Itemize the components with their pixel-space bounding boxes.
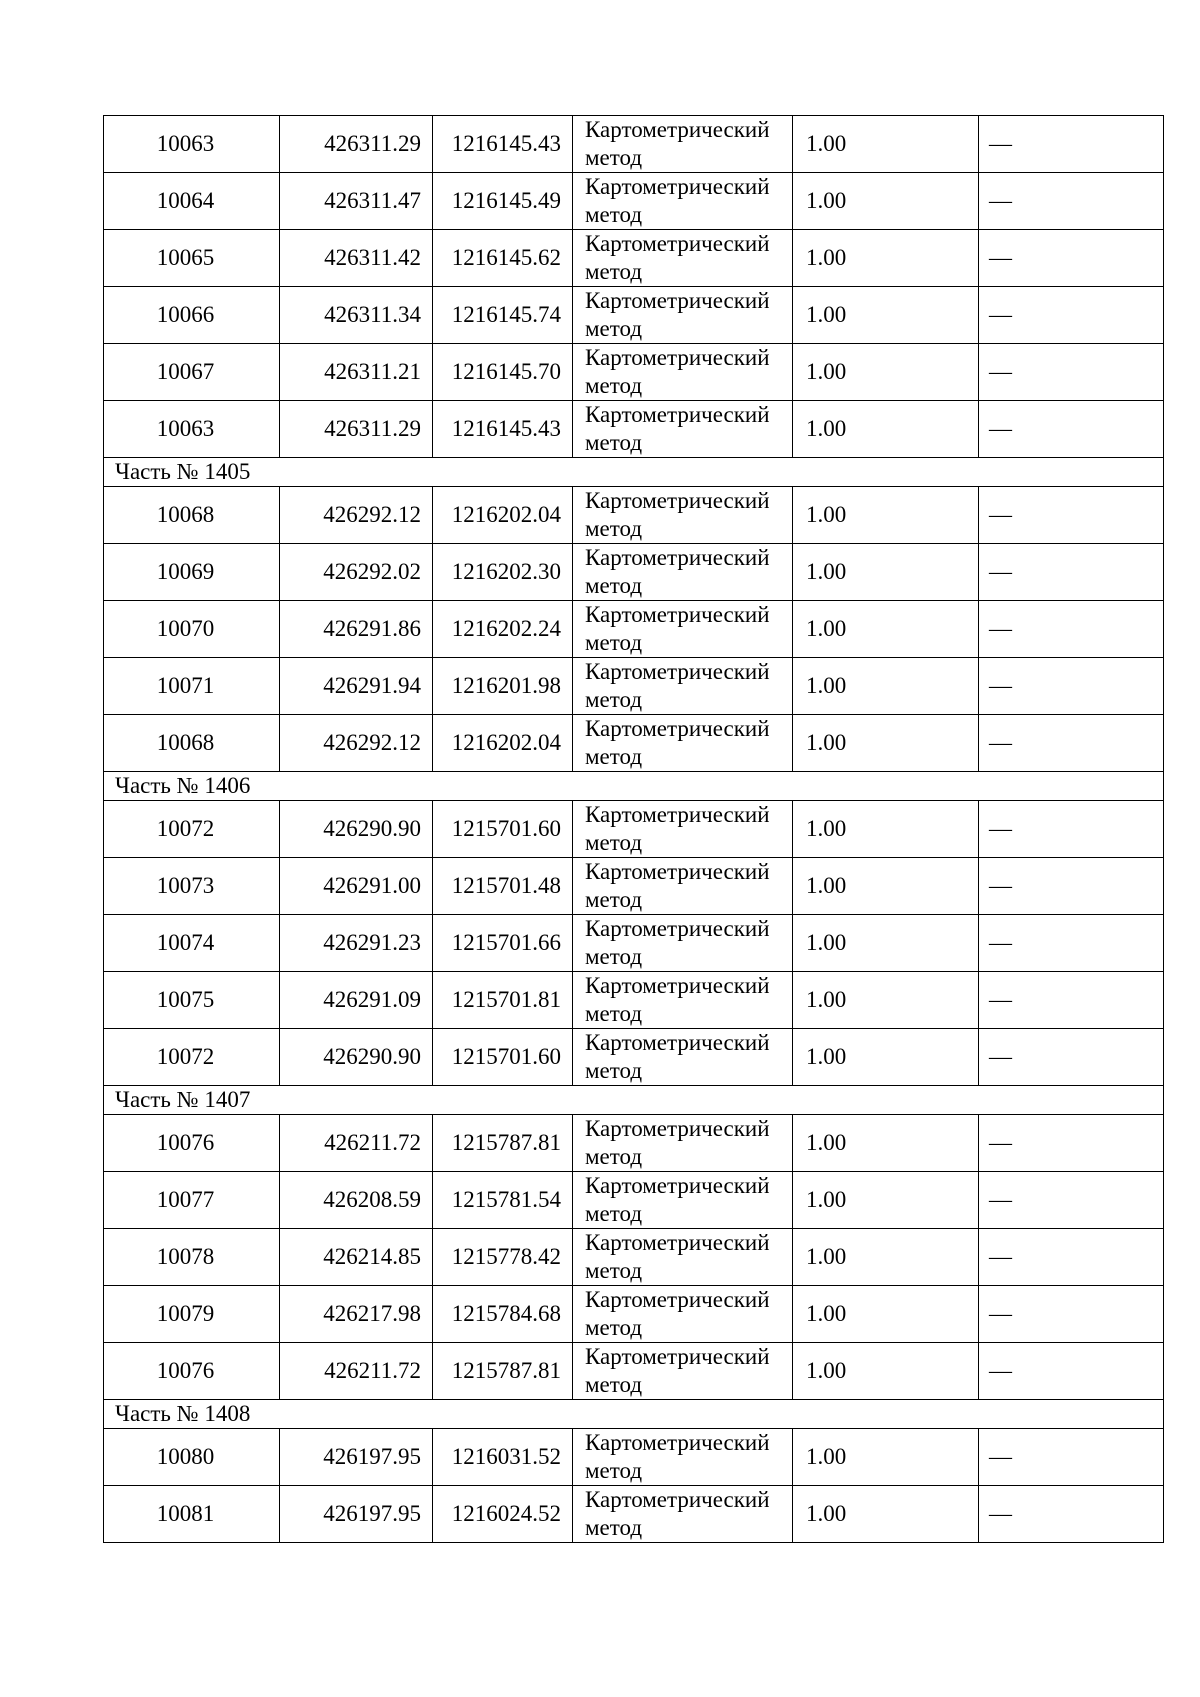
y-coordinate-cell: 1215781.54: [433, 1172, 573, 1229]
method-line-2: метод: [585, 630, 643, 655]
y-coordinate-cell: 1216031.52: [433, 1429, 573, 1486]
y-coordinate-cell: 1216145.62: [433, 230, 573, 287]
accuracy-cell: 1.00: [793, 1172, 979, 1229]
y-coordinate-cell: 1215701.66: [433, 915, 573, 972]
y-coordinate-cell: 1215784.68: [433, 1286, 573, 1343]
method-line-1: Картометрический: [585, 802, 770, 827]
table-row: [104, 1286, 1164, 1343]
method-line-1: Картометрический: [585, 117, 770, 142]
method-cell: [573, 915, 793, 972]
method-line-1: Картометрический: [585, 916, 770, 941]
table-row: [104, 858, 1164, 915]
accuracy-cell: 1.00: [793, 601, 979, 658]
method-line-2: метод: [585, 887, 643, 912]
description-cell: —: [979, 1029, 1164, 1086]
coordinates-table: [103, 115, 1164, 1543]
method-line-1: Картометрический: [585, 1230, 770, 1255]
x-coordinate-cell: 426291.09: [280, 972, 433, 1029]
description-cell: —: [979, 487, 1164, 544]
table-row: [104, 230, 1164, 287]
method-line-2: метод: [585, 145, 643, 170]
method-line-2: метод: [585, 202, 643, 227]
method-line-2: метод: [585, 687, 643, 712]
method-cell: [573, 601, 793, 658]
x-coordinate-cell: 426311.34: [280, 287, 433, 344]
accuracy-cell: 1.00: [793, 1115, 979, 1172]
method-cell: [573, 858, 793, 915]
description-cell: —: [979, 116, 1164, 173]
point-number-cell: 10067: [104, 344, 280, 401]
method-line-2: метод: [585, 1258, 643, 1283]
part-header-row: [104, 772, 1164, 801]
part-header-row: [104, 1400, 1164, 1429]
x-coordinate-cell: 426291.86: [280, 601, 433, 658]
y-coordinate-cell: 1216145.49: [433, 173, 573, 230]
method-cell: [573, 401, 793, 458]
method-cell: [573, 1029, 793, 1086]
method-line-1: Картометрический: [585, 488, 770, 513]
description-cell: —: [979, 1286, 1164, 1343]
accuracy-cell: 1.00: [793, 401, 979, 458]
description-cell: —: [979, 715, 1164, 772]
method-cell: [573, 230, 793, 287]
method-cell: [573, 1172, 793, 1229]
x-coordinate-cell: 426208.59: [280, 1172, 433, 1229]
point-number-cell: 10064: [104, 173, 280, 230]
y-coordinate-cell: 1216201.98: [433, 658, 573, 715]
description-cell: —: [979, 173, 1164, 230]
accuracy-cell: 1.00: [793, 915, 979, 972]
table-row: [104, 1229, 1164, 1286]
method-cell: [573, 1115, 793, 1172]
method-line-2: метод: [585, 944, 643, 969]
table-row: [104, 915, 1164, 972]
x-coordinate-cell: 426214.85: [280, 1229, 433, 1286]
y-coordinate-cell: 1215701.81: [433, 972, 573, 1029]
method-line-2: метод: [585, 1001, 643, 1026]
point-number-cell: 10079: [104, 1286, 280, 1343]
y-coordinate-cell: 1216145.43: [433, 401, 573, 458]
method-cell: [573, 801, 793, 858]
method-line-1: Картометрический: [585, 345, 770, 370]
method-line-2: метод: [585, 1058, 643, 1083]
method-line-1: Картометрический: [585, 174, 770, 199]
point-number-cell: 10071: [104, 658, 280, 715]
accuracy-cell: 1.00: [793, 658, 979, 715]
method-line-1: Картометрический: [585, 1344, 770, 1369]
table-row: [104, 801, 1164, 858]
table-row: [104, 401, 1164, 458]
x-coordinate-cell: 426292.12: [280, 487, 433, 544]
x-coordinate-cell: 426291.94: [280, 658, 433, 715]
method-line-1: Картометрический: [585, 716, 770, 741]
table-row: [104, 1343, 1164, 1400]
method-cell: [573, 1343, 793, 1400]
x-coordinate-cell: 426311.42: [280, 230, 433, 287]
y-coordinate-cell: 1215701.60: [433, 1029, 573, 1086]
y-coordinate-cell: 1216202.30: [433, 544, 573, 601]
x-coordinate-cell: 426291.23: [280, 915, 433, 972]
description-cell: —: [979, 287, 1164, 344]
point-number-cell: 10068: [104, 487, 280, 544]
point-number-cell: 10063: [104, 116, 280, 173]
table-row: [104, 1172, 1164, 1229]
method-line-2: метод: [585, 1144, 643, 1169]
x-coordinate-cell: 426290.90: [280, 801, 433, 858]
method-line-2: метод: [585, 516, 643, 541]
accuracy-cell: 1.00: [793, 116, 979, 173]
method-line-1: Картометрический: [585, 1173, 770, 1198]
x-coordinate-cell: 426211.72: [280, 1343, 433, 1400]
point-number-cell: 10068: [104, 715, 280, 772]
accuracy-cell: 1.00: [793, 173, 979, 230]
method-cell: [573, 487, 793, 544]
description-cell: —: [979, 230, 1164, 287]
method-line-1: Картометрический: [585, 973, 770, 998]
accuracy-cell: 1.00: [793, 1229, 979, 1286]
method-line-2: метод: [585, 1315, 643, 1340]
x-coordinate-cell: 426292.12: [280, 715, 433, 772]
method-line-1: Картометрический: [585, 288, 770, 313]
description-cell: —: [979, 1486, 1164, 1543]
method-line-1: Картометрический: [585, 602, 770, 627]
accuracy-cell: 1.00: [793, 858, 979, 915]
method-line-2: метод: [585, 744, 643, 769]
accuracy-cell: 1.00: [793, 1486, 979, 1543]
method-cell: [573, 173, 793, 230]
point-number-cell: 10069: [104, 544, 280, 601]
accuracy-cell: 1.00: [793, 487, 979, 544]
method-line-2: метод: [585, 373, 643, 398]
table-row: [104, 1115, 1164, 1172]
method-line-2: метод: [585, 1201, 643, 1226]
description-cell: —: [979, 972, 1164, 1029]
part-header-row: [104, 458, 1164, 487]
method-line-1: Картометрический: [585, 545, 770, 570]
table-row: [104, 116, 1164, 173]
method-line-2: метод: [585, 1458, 643, 1483]
point-number-cell: 10075: [104, 972, 280, 1029]
table-row: [104, 972, 1164, 1029]
part-header-row: [104, 1086, 1164, 1115]
y-coordinate-cell: 1215701.48: [433, 858, 573, 915]
accuracy-cell: 1.00: [793, 287, 979, 344]
method-line-2: метод: [585, 430, 643, 455]
description-cell: —: [979, 544, 1164, 601]
accuracy-cell: 1.00: [793, 1343, 979, 1400]
x-coordinate-cell: 426311.29: [280, 116, 433, 173]
method-cell: [573, 715, 793, 772]
y-coordinate-cell: 1216145.74: [433, 287, 573, 344]
point-number-cell: 10065: [104, 230, 280, 287]
method-cell: [573, 1486, 793, 1543]
x-coordinate-cell: 426197.95: [280, 1429, 433, 1486]
description-cell: —: [979, 401, 1164, 458]
description-cell: —: [979, 344, 1164, 401]
method-line-2: метод: [585, 830, 643, 855]
table-row: [104, 1429, 1164, 1486]
method-cell: [573, 658, 793, 715]
table-row: [104, 601, 1164, 658]
method-line-2: метод: [585, 259, 643, 284]
point-number-cell: 10073: [104, 858, 280, 915]
table-row: [104, 1486, 1164, 1543]
accuracy-cell: 1.00: [793, 801, 979, 858]
y-coordinate-cell: 1216024.52: [433, 1486, 573, 1543]
description-cell: —: [979, 658, 1164, 715]
description-cell: —: [979, 858, 1164, 915]
table-row: [104, 1029, 1164, 1086]
method-line-1: Картометрический: [585, 1487, 770, 1512]
y-coordinate-cell: 1216202.04: [433, 715, 573, 772]
method-line-1: Картометрический: [585, 231, 770, 256]
method-line-1: Картометрический: [585, 1430, 770, 1455]
accuracy-cell: 1.00: [793, 715, 979, 772]
accuracy-cell: 1.00: [793, 972, 979, 1029]
method-line-1: Картометрический: [585, 659, 770, 684]
accuracy-cell: 1.00: [793, 1429, 979, 1486]
point-number-cell: 10078: [104, 1229, 280, 1286]
description-cell: —: [979, 1172, 1164, 1229]
table-row: [104, 658, 1164, 715]
y-coordinate-cell: 1215701.60: [433, 801, 573, 858]
point-number-cell: 10074: [104, 915, 280, 972]
y-coordinate-cell: 1216145.70: [433, 344, 573, 401]
x-coordinate-cell: 426311.29: [280, 401, 433, 458]
accuracy-cell: 1.00: [793, 230, 979, 287]
description-cell: —: [979, 1429, 1164, 1486]
method-line-1: Картометрический: [585, 1116, 770, 1141]
table-row: [104, 173, 1164, 230]
description-cell: —: [979, 801, 1164, 858]
x-coordinate-cell: 426292.02: [280, 544, 433, 601]
x-coordinate-cell: 426211.72: [280, 1115, 433, 1172]
table-row: [104, 487, 1164, 544]
method-cell: [573, 1286, 793, 1343]
part-label: Часть № 1405: [104, 458, 1164, 487]
method-line-2: метод: [585, 1372, 643, 1397]
table-row: [104, 344, 1164, 401]
point-number-cell: 10077: [104, 1172, 280, 1229]
method-line-2: метод: [585, 573, 643, 598]
method-cell: [573, 1429, 793, 1486]
y-coordinate-cell: 1215778.42: [433, 1229, 573, 1286]
accuracy-cell: 1.00: [793, 344, 979, 401]
description-cell: —: [979, 1115, 1164, 1172]
method-cell: [573, 344, 793, 401]
x-coordinate-cell: 426217.98: [280, 1286, 433, 1343]
y-coordinate-cell: 1215787.81: [433, 1343, 573, 1400]
accuracy-cell: 1.00: [793, 1029, 979, 1086]
table-row: [104, 287, 1164, 344]
method-cell: [573, 972, 793, 1029]
table-row: [104, 715, 1164, 772]
method-line-2: метод: [585, 316, 643, 341]
point-number-cell: 10076: [104, 1343, 280, 1400]
point-number-cell: 10081: [104, 1486, 280, 1543]
point-number-cell: 10072: [104, 1029, 280, 1086]
part-label: Часть № 1407: [104, 1086, 1164, 1115]
coordinates-table-body: [104, 116, 1164, 1543]
y-coordinate-cell: 1216202.24: [433, 601, 573, 658]
x-coordinate-cell: 426311.21: [280, 344, 433, 401]
method-cell: [573, 287, 793, 344]
x-coordinate-cell: 426290.90: [280, 1029, 433, 1086]
method-line-1: Картометрический: [585, 859, 770, 884]
method-cell: [573, 1229, 793, 1286]
method-line-1: Картометрический: [585, 402, 770, 427]
y-coordinate-cell: 1216202.04: [433, 487, 573, 544]
x-coordinate-cell: 426291.00: [280, 858, 433, 915]
x-coordinate-cell: 426197.95: [280, 1486, 433, 1543]
point-number-cell: 10076: [104, 1115, 280, 1172]
point-number-cell: 10072: [104, 801, 280, 858]
table-row: [104, 544, 1164, 601]
accuracy-cell: 1.00: [793, 1286, 979, 1343]
y-coordinate-cell: 1215787.81: [433, 1115, 573, 1172]
x-coordinate-cell: 426311.47: [280, 173, 433, 230]
method-cell: [573, 544, 793, 601]
point-number-cell: 10080: [104, 1429, 280, 1486]
description-cell: —: [979, 1343, 1164, 1400]
description-cell: —: [979, 601, 1164, 658]
point-number-cell: 10066: [104, 287, 280, 344]
part-label: Часть № 1406: [104, 772, 1164, 801]
method-line-1: Картометрический: [585, 1030, 770, 1055]
method-line-1: Картометрический: [585, 1287, 770, 1312]
part-label: Часть № 1408: [104, 1400, 1164, 1429]
method-cell: [573, 116, 793, 173]
method-line-2: метод: [585, 1515, 643, 1540]
point-number-cell: 10063: [104, 401, 280, 458]
description-cell: —: [979, 915, 1164, 972]
point-number-cell: 10070: [104, 601, 280, 658]
description-cell: —: [979, 1229, 1164, 1286]
y-coordinate-cell: 1216145.43: [433, 116, 573, 173]
accuracy-cell: 1.00: [793, 544, 979, 601]
